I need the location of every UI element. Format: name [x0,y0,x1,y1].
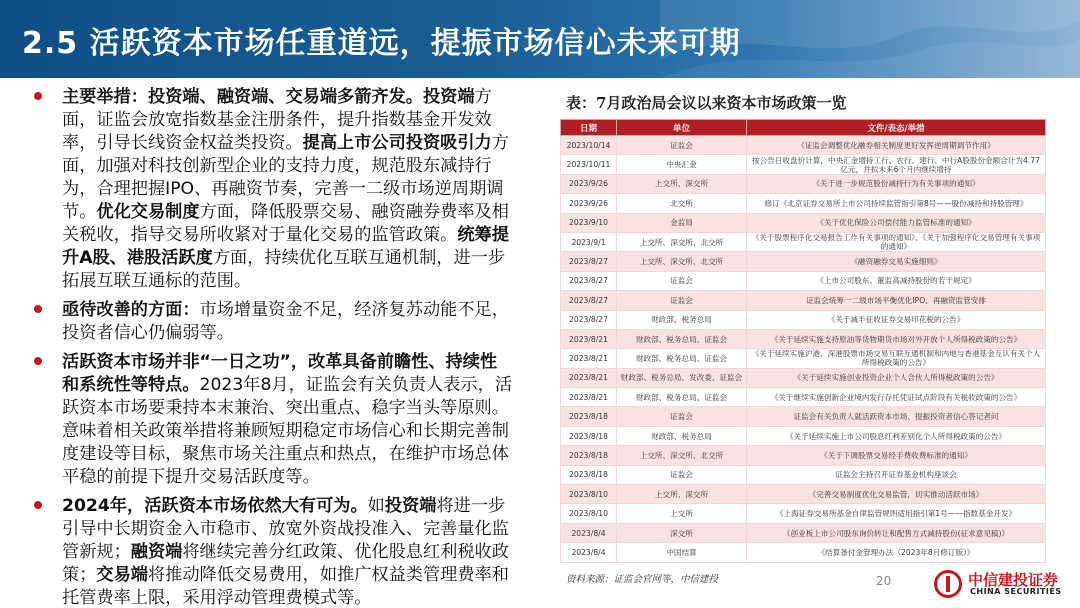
cell-date: 2023/8/27 [561,310,617,329]
cell-document: 证监会有关负责人就活跃资本市场、提振投资者信心答记者问 [747,407,1046,426]
bullet-item [34,351,512,489]
cell-document: 证监会主持召开证券基金机构座谈会 [747,465,1046,484]
table-row [561,194,1046,213]
page-title: 2.5 活跃资本市场任重道远，提振市场信心未来可期 [22,26,741,61]
cell-document: 《结算备付金管理办法（2023年8月修订版）》 [747,543,1046,562]
cell-document: 《关于股票程序化交易报告工作有关事项的通知》、《关于加强程序化交易管理有关事项的通知》 [747,232,1046,251]
cell-date: 2023/8/21 [561,388,617,407]
cell-document: 《关于进一步规范股份减持行为有关事项的通知》 [747,174,1046,193]
table-row [561,252,1046,271]
cell-date: 2023/8/27 [561,291,617,310]
bullet-emphasis: 投资端 [384,496,437,516]
bullet-text: 方面，加强对科技创新型企业的支持力度，规范股东减持行为，合理把握IPO、再融资节奏，完善一二级市场逆周期调节。 [62,133,509,222]
bullet-dot-icon [34,305,42,313]
cell-date: 2023/8/27 [561,271,617,290]
bullet-item [34,86,512,293]
cell-unit: 证监会 [617,136,747,155]
cell-document: 《上海证券交易所基金自律监管规则适用指引第1号——指数基金开发》 [747,504,1046,523]
table-row [561,271,1046,290]
bullet-emphasis: 活跃资本市场并非“一日之功”，改革具备前瞻性、持续性和系统性等特点。 [62,352,498,395]
table-row [561,329,1046,348]
bullet-dot-icon [34,357,42,365]
cell-date: 2023/9/26 [561,194,617,213]
bullet-text: 将推动降低交易费用，如推广权益类管理费率和托管费率上限，采用浮动管理费模式等。 [62,565,509,608]
cell-document: 《关于延续实施支持原油等货物期货市场对外开放个人所得税政策的公告》 [747,329,1046,348]
source-note: 资料来源：证监会官网等，中信建投 [566,574,719,585]
bullet-emphasis: 交易端 [96,565,148,585]
cell-date: 2023/10/14 [561,136,617,155]
table-row [561,349,1046,368]
table-row [561,232,1046,251]
brand-name-en: CHINA SECURITIES [970,587,1062,596]
cell-unit: 财政部、税务总局、证监会 [617,349,747,368]
bullet-text: 将进一步引导中长期资金入市稳市、放宽外资战投准入、完善量化监管新规； [62,496,509,562]
table-row [561,213,1046,232]
cell-document: 修订《北京证券交易所上市公司持续监管指引第8号——股份减持和持股管理》 [747,194,1046,213]
table-row [561,446,1046,465]
table-row [561,310,1046,329]
cell-document: 《关于减半征收证券交易印花税的公告》 [747,310,1046,329]
cell-date: 2023/8/10 [561,504,617,523]
cell-unit: 上交所、深交所 [617,174,747,193]
table-row [561,174,1046,193]
title-bar [0,0,1080,78]
brand-logo [934,568,1070,600]
cell-unit: 上交所 [617,504,747,523]
cell-date: 2023/9/1 [561,232,617,251]
bullet-item [34,495,512,608]
bullet-text: 2023年8月，证监会有关负责人表示，活跃资本市场要秉持本末兼治、突出重点、稳字当头等原则。意味着相关政策举措将兼顾短期稳定市场信心和长期完善制度建设等目标，聚焦市场关注重点和热点，在维护市场总体平稳的前提下提升交易活跃度等。 [62,375,513,487]
cell-date: 2023/8/21 [561,329,617,348]
cell-unit: 财政部、税务总局 [617,426,747,445]
bullet-text: 如 [367,496,385,516]
cell-unit: 财政部、税务总局 [617,310,747,329]
bullet-emphasis: 投资端 [422,87,475,107]
cell-unit: 财政部、税务总局、证监会 [617,388,747,407]
table-row [561,523,1046,542]
cell-unit: 上交所、深交所、北交所 [617,446,747,465]
bullet-text: 方面，降低股票交易、融资融券费率及相关税收，指导交易所收紧对于量化交易的监管政策。 [62,202,509,245]
bullet-emphasis: 主要举措：投资端、融资端、交易端多箭齐发。 [62,87,423,107]
cell-document: 《融资融券交易实施细则》 [747,252,1046,271]
cell-document: 《关于延续实施沪港、深港股票市场交易互联互通机制和内地与香港基金互认有关个人所得税政策的公告》 [747,349,1046,368]
cell-document: 《关于优化保险公司偿付能力监管标准的通知》 [747,213,1046,232]
cell-unit: 深交所 [617,523,747,542]
cell-unit: 财政部、税务总局、发改委、证监会 [617,368,747,387]
table-row [561,504,1046,523]
cell-unit: 中央汇金 [617,155,747,174]
cell-date: 2023/8/10 [561,485,617,504]
cell-document: 《创业板上市公司股东询价转让和配售方式减持股份(征求意见稿)》 [747,523,1046,542]
column-header-document: 文件/表态/举措 [747,120,1046,136]
cell-document: 《上市公司股东、董监高减持股份的若干规定》 [747,271,1046,290]
bullet-emphasis: 统筹提升A股、港股活跃度 [62,225,509,268]
column-header-date: 日期 [561,120,617,136]
cell-document: 按公告日收盘价计算，中央汇金增持工行、农行、建行、中行A股股份金额合计为4.77亿元，并拟未来6个月内继续增持 [747,155,1046,174]
bullet-text: 方面，证监会放宽指数基金注册条件，提升指数基金开发效率，引导长线资金权益类投资。 [62,87,492,153]
bullet-emphasis: 优化交易制度 [96,202,200,222]
table-row [561,407,1046,426]
table-caption: 表：7月政治局会议以来资本市场政策一览 [566,94,847,112]
brand-logo-icon [934,570,962,598]
cell-unit: 金监局 [617,213,747,232]
cell-date: 2023/8/18 [561,426,617,445]
cell-document: 证监会统筹一二级市场平衡优化IPO、再融资监管安排 [747,291,1046,310]
table-row [561,485,1046,504]
cell-unit: 证监会 [617,465,747,484]
cell-date: 2023/10/11 [561,155,617,174]
cell-document: 《关于继续实施创新企业境内发行存托凭证试点阶段有关税收政策的公告》 [747,388,1046,407]
cell-date: 2023/8/21 [561,349,617,368]
bullet-emphasis: 提高上市公司投资吸引力 [302,133,492,153]
cell-date: 2023/9/10 [561,213,617,232]
cell-unit: 中国结算 [617,543,747,562]
cell-unit: 北交所 [617,194,747,213]
cell-document: 《关于延续实施创业投资企业个人合伙人所得税政策的公告》 [747,368,1046,387]
table-row [561,388,1046,407]
cell-date: 2023/8/18 [561,446,617,465]
cell-unit: 上交所、深交所 [617,485,747,504]
bullet-text: 市场增量资金不足，经济复苏动能不足，投资者信心仍偏弱等。 [62,300,509,343]
bullet-dot-icon [34,92,42,100]
cell-unit: 财政部、税务总局、证监会 [617,329,747,348]
bullet-emphasis: 融资端 [130,542,183,562]
bullet-item [34,299,512,345]
cell-unit: 上交所、深交所、北交所 [617,252,747,271]
cell-date: 2023/8/21 [561,368,617,387]
bullet-emphasis: 2024年，活跃资本市场依然大有可为。 [62,496,368,516]
page-number: 20 [876,574,892,588]
cell-unit: 证监会 [617,291,747,310]
table-row [561,465,1046,484]
cell-date: 2023/8/18 [561,465,617,484]
table-row [561,155,1046,174]
cell-date: 2023/8/4 [561,543,617,562]
table-header-row [561,120,1046,136]
cell-unit: 上交所、深交所、北交所 [617,232,747,251]
cell-document: 《关于下调股票交易经手费收费标准的通知》 [747,446,1046,465]
cell-unit: 证监会 [617,407,747,426]
cell-unit: 证监会 [617,271,747,290]
cell-document: 《证监会调整优化融券相关制度更好发挥逆周期调节作用》 [747,136,1046,155]
table-row [561,368,1046,387]
cell-document: 《关于延续实施上市公司股息红利差别化个人所得税政策的公告》 [747,426,1046,445]
table-row [561,426,1046,445]
cell-date: 2023/8/27 [561,252,617,271]
table-row [561,136,1046,155]
table-row [561,543,1046,562]
column-header-unit: 单位 [617,120,747,136]
bullet-dot-icon [34,501,42,509]
bullet-emphasis: 亟待改善的方面： [62,300,200,320]
bullet-list [34,86,512,608]
bullet-text: 将继续完善分红政策、优化股息红利税收政策； [62,542,509,585]
table-row [561,291,1046,310]
brand-name-cn: 中信建投证券 [968,571,1059,589]
bullet-text: 方面，持续优化互联互通机制，进一步拓展互联互通标的范围。 [62,248,506,291]
cell-date: 2023/9/26 [561,174,617,193]
cell-document: 《完善交易制度优化交易监管，切实推动活跃市场》 [747,485,1046,504]
cell-date: 2023/8/18 [561,407,617,426]
policy-table [560,119,1046,563]
cell-date: 2023/8/4 [561,523,617,542]
